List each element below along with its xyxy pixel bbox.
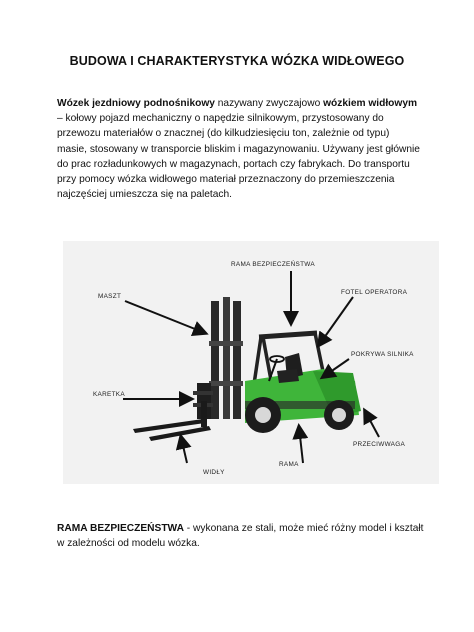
section-term: RAMA BEZPIECZEŃSTWA [57, 523, 184, 534]
label-rama-bezpieczenstwa: RAMA BEZPIECZEŃSTWA [231, 261, 315, 268]
label-pokrywa-silnika: POKRYWA SILNIKA [351, 351, 414, 358]
section-text: - wykonana ze stali, może mieć różny model i kształt w zależności od modelu wózka. [57, 523, 424, 550]
callout-arrows [123, 271, 379, 463]
label-przeciwwaga: PRZECIWWAGA [353, 441, 406, 448]
document-title: BUDOWA I CHARAKTERYSTYKA WÓZKA WIDŁOWEGO [69, 54, 405, 68]
label-fotel-operatora: FOTEL OPERATORA [341, 289, 408, 296]
forklift-diagram [63, 241, 439, 484]
term-wozek-jezdniowy: Wózek jezdniowy podnośnikowy [57, 98, 215, 109]
label-maszt: MASZT [98, 293, 122, 300]
term-wozek-widlowy: wózkiem widłowym [323, 98, 418, 109]
section-paragraph [57, 521, 427, 551]
term-palety: paletach [190, 189, 230, 201]
intro-paragraph [57, 96, 422, 202]
mast-shape [193, 297, 243, 419]
intro-text-2: – kołowy pojazd mechaniczny o napędzie silnikowym, przystosowany do przewozu materiałów o znacznej (do kilkudziesięciu ton, zależnie od typu) masie, stosowany w transporcie bliskim i magazynowaniu. Używany jest głównie do prac rozładunkowych w magazynach, portach czy fabrykach. Do transportu przy pomocy wózka widłowego materiał przeznaczony do przemieszczenia najczęściej umieszcza się na [57, 113, 420, 201]
label-karetka: KARETKA [93, 391, 125, 398]
label-rama: RAMA [279, 461, 299, 468]
label-widly: WIDŁY [203, 469, 225, 476]
intro-text-3: . [229, 189, 233, 201]
intro-text-1: nazywany zwyczajowo [214, 98, 324, 109]
